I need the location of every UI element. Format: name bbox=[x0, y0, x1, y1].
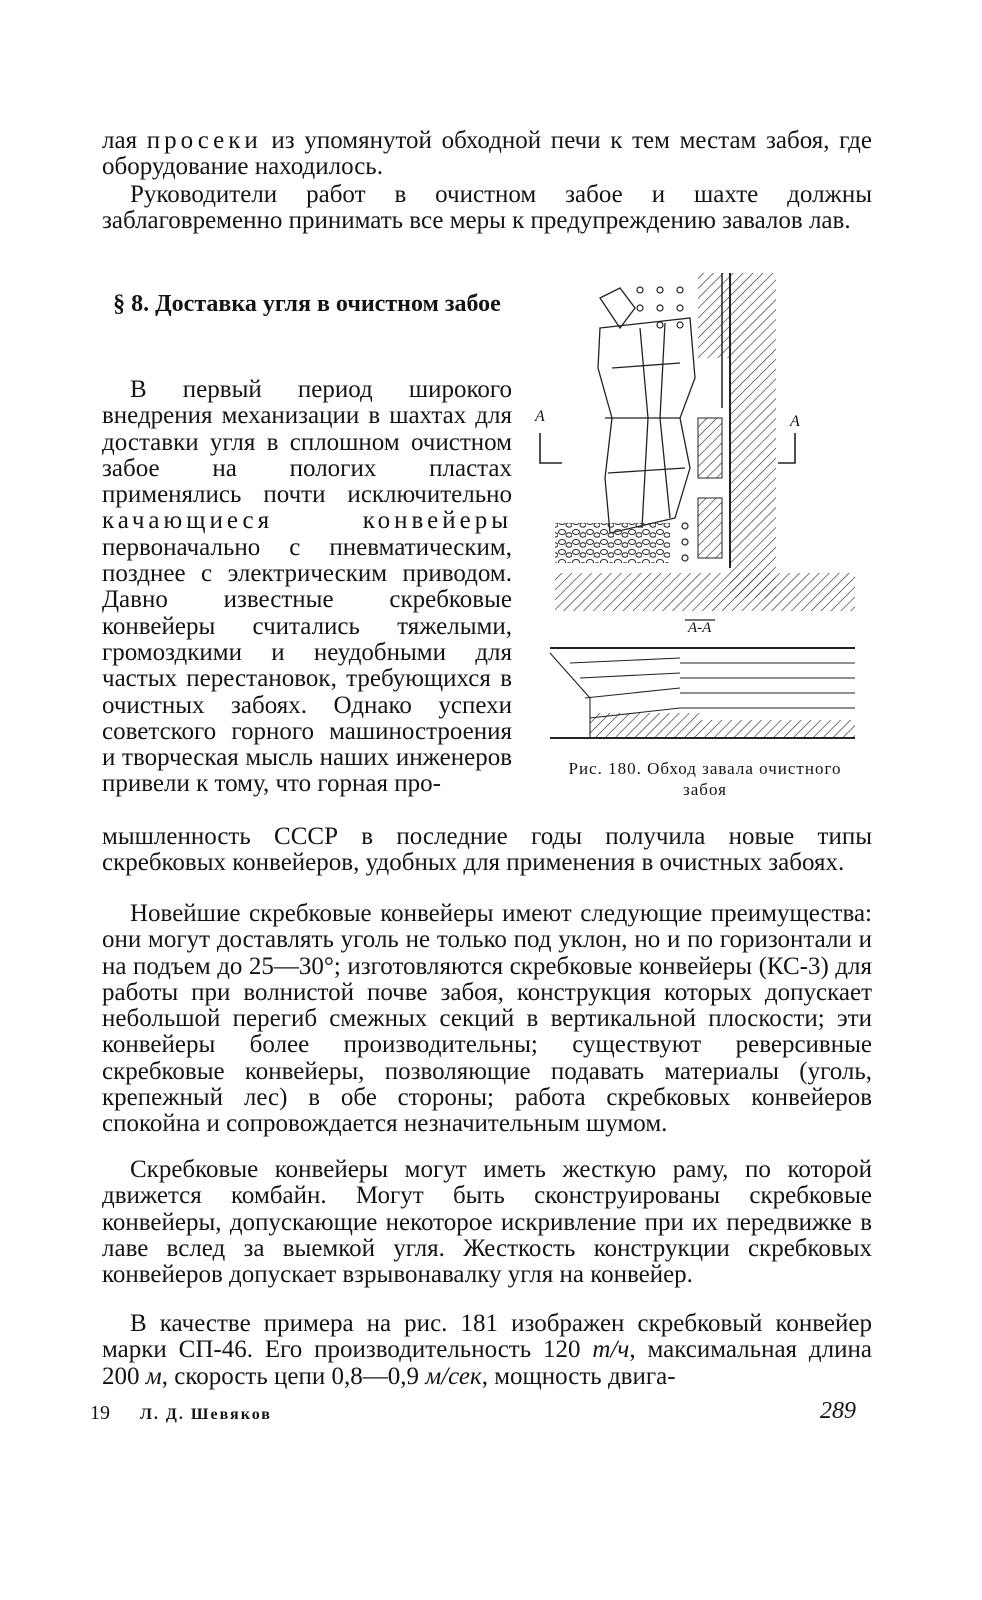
text-run: первоначально с пневматическим, позднее с электрическим приводом. Давно известные скребковые конвейеры считались тяжелыми, громоздкими и неудобными для частых перестановок, требующихся в очистных забоях. Однако успехи советского горного машиностроения и творческая мысль наших инженеров привели к тому, что горная про- bbox=[102, 533, 512, 798]
figure-caption: Рис. 180. Обход завала очистного забоя bbox=[568, 759, 842, 799]
pillar-hatch bbox=[698, 418, 722, 478]
paragraph-example bbox=[102, 1311, 872, 1390]
unit: м bbox=[145, 1362, 162, 1390]
paragraph-first-period-end: мышленность СССР в последние годы получила новые типы скребковых конвейеров, удобных для применения в очистных забоях. bbox=[102, 823, 872, 877]
section-hatch bbox=[590, 713, 700, 738]
rock-hatch-right bbox=[730, 358, 776, 598]
pillar-hatch bbox=[698, 498, 722, 558]
spaced-term: просеки bbox=[146, 127, 262, 154]
text-run: лая bbox=[102, 127, 147, 154]
face-collapse-diagram bbox=[530, 268, 870, 758]
text-run: , скорость цепи 0,8—0,9 bbox=[161, 1362, 426, 1390]
section-heading: § 8. Доставка угля в очистном забое bbox=[113, 291, 501, 317]
paragraph-first-period bbox=[102, 377, 512, 798]
text-run: , мощность двига- bbox=[481, 1362, 676, 1390]
page-number: 289 bbox=[820, 1398, 856, 1424]
rock-hatch-top bbox=[698, 273, 776, 358]
section-title: А-А bbox=[688, 620, 712, 636]
paragraph-managers: Руководители работ в очистном забое и шахте должны заблаговременно принимать все меры к предупреждению завалов лав. bbox=[102, 181, 872, 235]
collapse-blocks bbox=[598, 288, 695, 533]
figure-180 bbox=[530, 268, 870, 808]
text-run: , максимальная длина 200 bbox=[102, 1336, 872, 1390]
section-label-left: А bbox=[535, 408, 545, 425]
signature-mark: 19 bbox=[90, 1402, 110, 1424]
text-run: из упомянутой обходной печи к тем местам забоя, где оборудование находилось. bbox=[102, 127, 872, 181]
support-circles bbox=[637, 287, 688, 561]
unit: м/сек bbox=[425, 1362, 482, 1390]
rubble-pack bbox=[555, 523, 670, 563]
author-footer: Л. Д. Шевяков bbox=[140, 1406, 272, 1423]
paragraph-rigid-frame: Скребковые конвейеры могут иметь жесткую раму, по которой движется комбайн. Могут быть сконструированы скребковые конвейеры, допускающие некоторое искривление при их передвижке в лаве вслед за выемкой угля. Жесткость конструкции скребковых конвейеров допускает взрывонавалку угля на конвейер. bbox=[102, 1156, 872, 1289]
section-hatch bbox=[700, 720, 855, 738]
paragraph-advantages: Новейшие скребковые конвейеры имеют следующие преимущества: они могут доставлять уголь не только под уклон, но и по горизонтали и на подъем до 25—30°; изготовляются скребковые конвейеры (КС-3) для работы при волнистой почве забоя, конструкция которых допускает небольшой перегиб смежных секций в вертикальной плоскости; эти конвейеры более производительны; существуют реверсивные скребковые конвейеры, позволяющие подавать материалы (уголь, крепежный лес) в обе стороны; работа скребковых конвейеров спокойна и сопровождается незначительным шумом. bbox=[102, 900, 872, 1138]
paragraph-continuation bbox=[102, 128, 872, 181]
text-run: В первый период широкого внедрения механизации в шахтах для доставки угля в сплошном очистном забое на пологих пластах применялись почти исключительно bbox=[102, 376, 512, 509]
section-label-right: А bbox=[790, 413, 800, 430]
rock-hatch-bottom bbox=[555, 573, 855, 611]
spaced-term: качающиеся конвейеры bbox=[102, 507, 512, 535]
text-run: В качестве примера на рис. 181 изображен скребковый конвейер марки СП-46. Его производительность 120 bbox=[102, 1310, 872, 1364]
unit: т/ч bbox=[592, 1336, 630, 1364]
